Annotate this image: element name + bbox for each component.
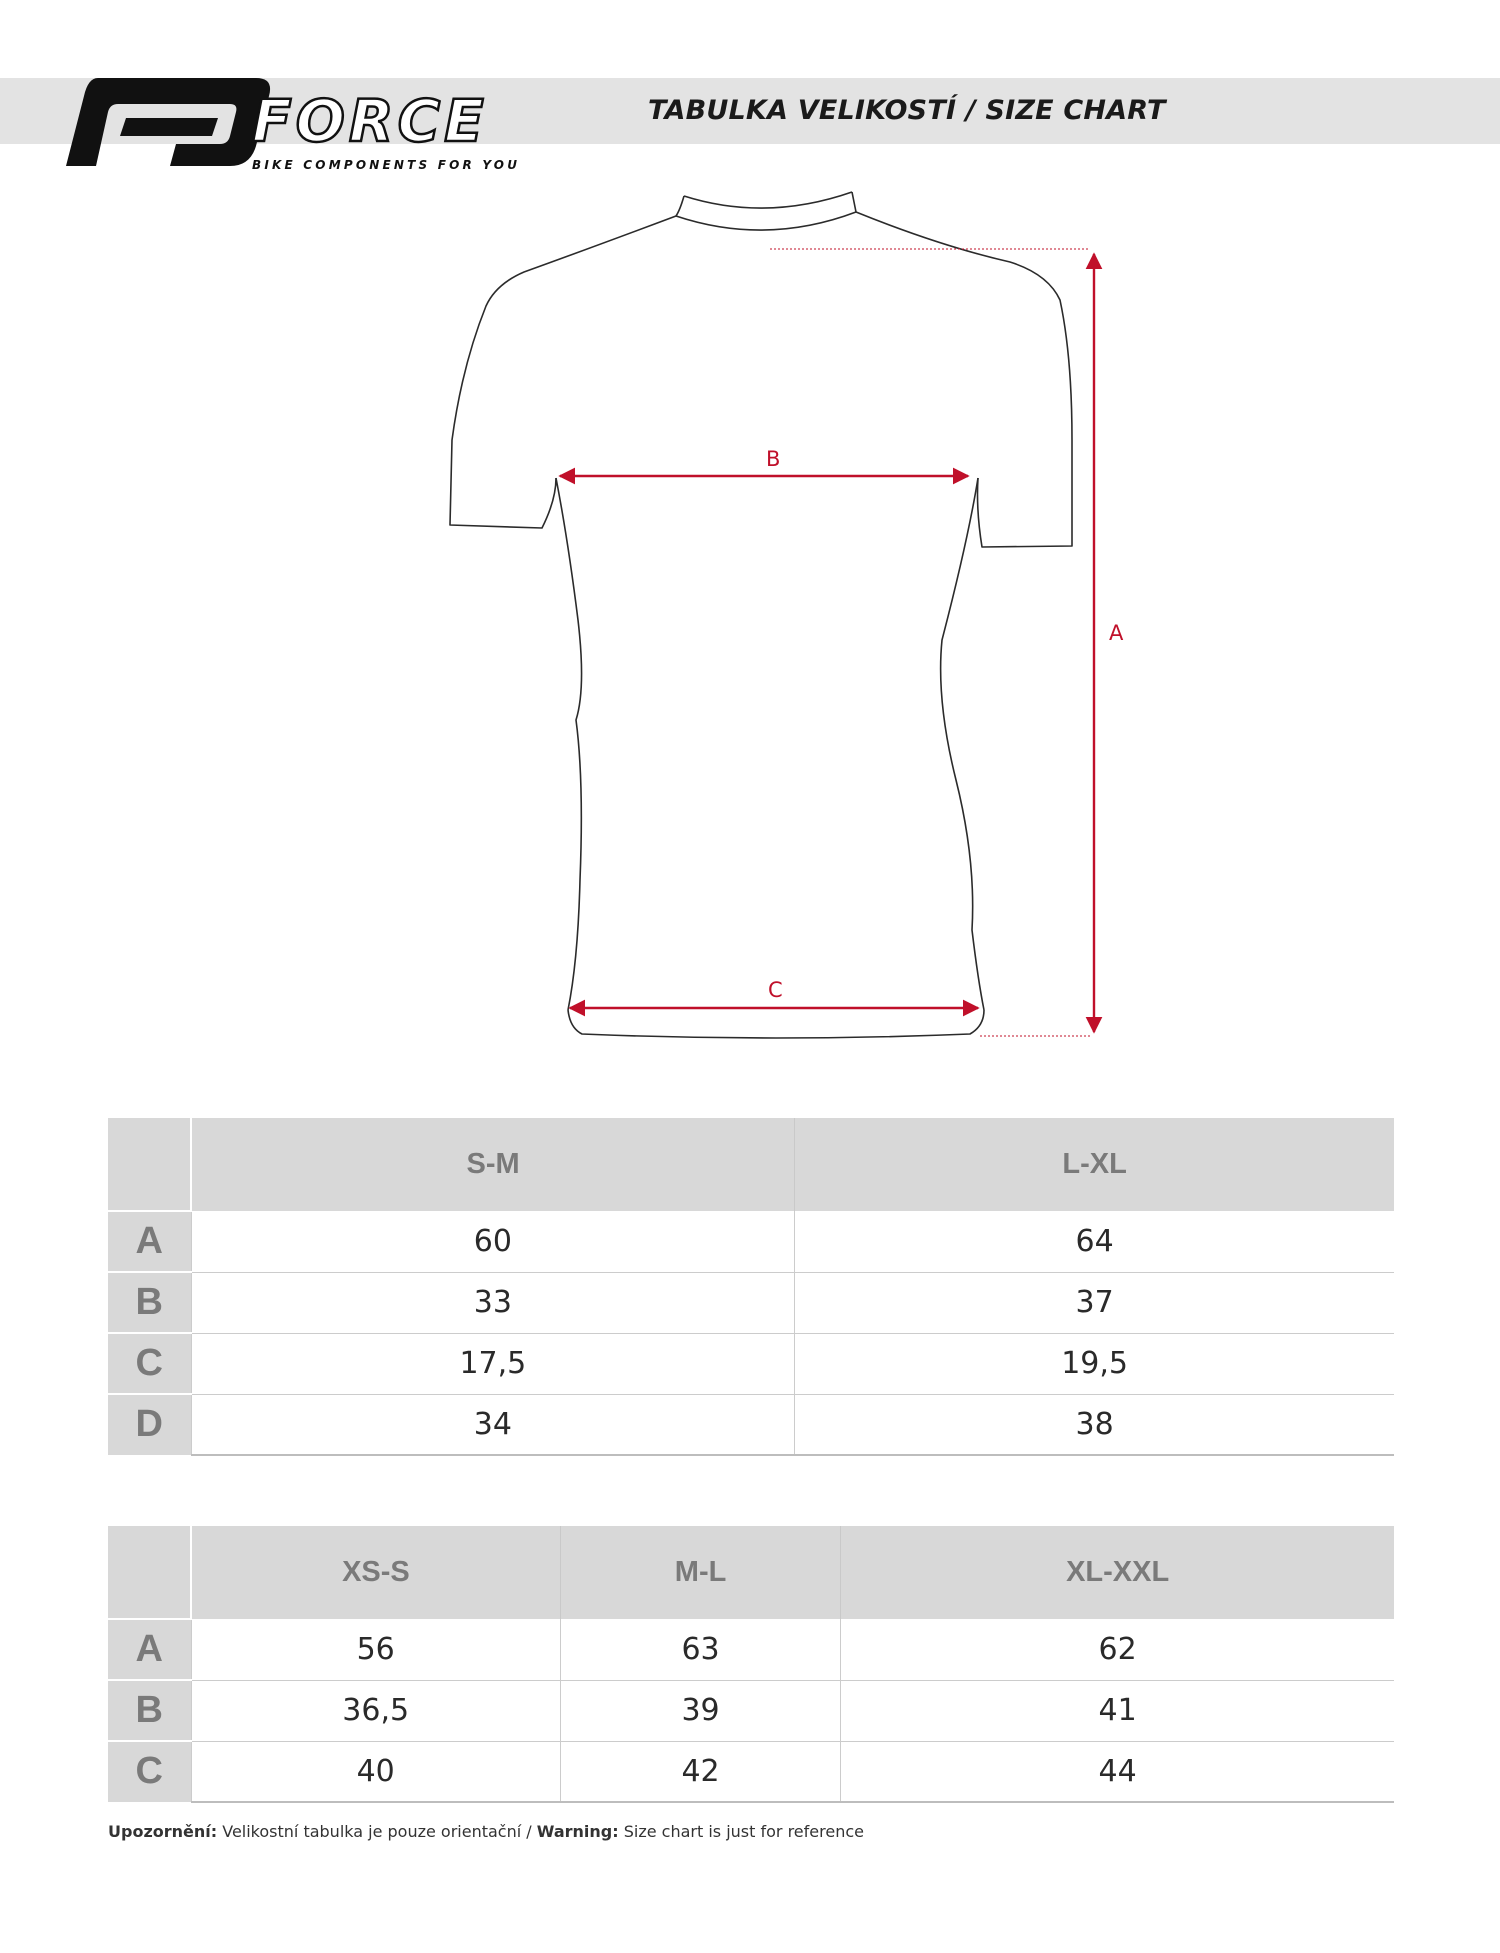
table-cell: 42 xyxy=(560,1741,840,1802)
row-label: B xyxy=(108,1680,191,1741)
table-cell: 34 xyxy=(191,1394,795,1455)
table-header-row xyxy=(108,1526,1394,1619)
table-cell: 44 xyxy=(841,1741,1394,1802)
dimension-a-label: A xyxy=(1109,621,1124,645)
table-row xyxy=(108,1394,1394,1455)
table-cell: 19,5 xyxy=(795,1333,1394,1394)
warning-cz-text: Velikostní tabulka je pouze orientační / xyxy=(217,1822,537,1841)
table-row xyxy=(108,1619,1394,1680)
row-label: B xyxy=(108,1272,191,1333)
row-label: A xyxy=(108,1211,191,1272)
table-cell: 33 xyxy=(191,1272,795,1333)
guide-lines xyxy=(770,249,1090,1036)
table-header-row xyxy=(108,1118,1394,1211)
column-header-l-xl: L-XL xyxy=(795,1118,1394,1211)
brand-wordmark: FORCE xyxy=(252,87,488,155)
table-cell: 36,5 xyxy=(191,1680,560,1741)
table-cell: 41 xyxy=(841,1680,1394,1741)
table-row xyxy=(108,1741,1394,1802)
table-corner-cell xyxy=(108,1118,191,1211)
size-table-1 xyxy=(108,1118,1394,1456)
table-row xyxy=(108,1680,1394,1741)
row-label: D xyxy=(108,1394,191,1455)
column-header-xs-s: XS-S xyxy=(191,1526,560,1619)
table-cell: 38 xyxy=(795,1394,1394,1455)
column-header-s-m: S-M xyxy=(191,1118,795,1211)
brand-tagline: BIKE COMPONENTS FOR YOU xyxy=(252,158,521,172)
column-header-m-l: M-L xyxy=(560,1526,840,1619)
warning-cz-label: Upozornění: xyxy=(108,1822,218,1841)
jersey-outline xyxy=(450,192,1072,1038)
table-row xyxy=(108,1211,1394,1272)
row-label: A xyxy=(108,1619,191,1680)
table-cell: 17,5 xyxy=(191,1333,795,1394)
table-cell: 64 xyxy=(795,1211,1394,1272)
table-cell: 62 xyxy=(841,1619,1394,1680)
table-cell: 39 xyxy=(560,1680,840,1741)
column-header-xl-xxl: XL-XXL xyxy=(841,1526,1394,1619)
row-label: C xyxy=(108,1333,191,1394)
dimension-b-label: B xyxy=(766,447,781,471)
dimension-c-label: C xyxy=(768,978,783,1002)
warning-en-text: Size chart is just for reference xyxy=(618,1822,864,1841)
size-table-2 xyxy=(108,1526,1394,1803)
footnote xyxy=(108,1822,864,1841)
table-cell: 40 xyxy=(191,1741,560,1802)
table-cell: 63 xyxy=(560,1619,840,1680)
warning-en-label: Warning: xyxy=(536,1822,619,1841)
table-cell: 60 xyxy=(191,1211,795,1272)
page-title: TABULKA VELIKOSTÍ / SIZE CHART xyxy=(648,95,1166,126)
table-row xyxy=(108,1272,1394,1333)
table-cell: 37 xyxy=(795,1272,1394,1333)
table-row xyxy=(108,1333,1394,1394)
row-label: C xyxy=(108,1741,191,1802)
table-cell: 56 xyxy=(191,1619,560,1680)
table-corner-cell xyxy=(108,1526,191,1619)
